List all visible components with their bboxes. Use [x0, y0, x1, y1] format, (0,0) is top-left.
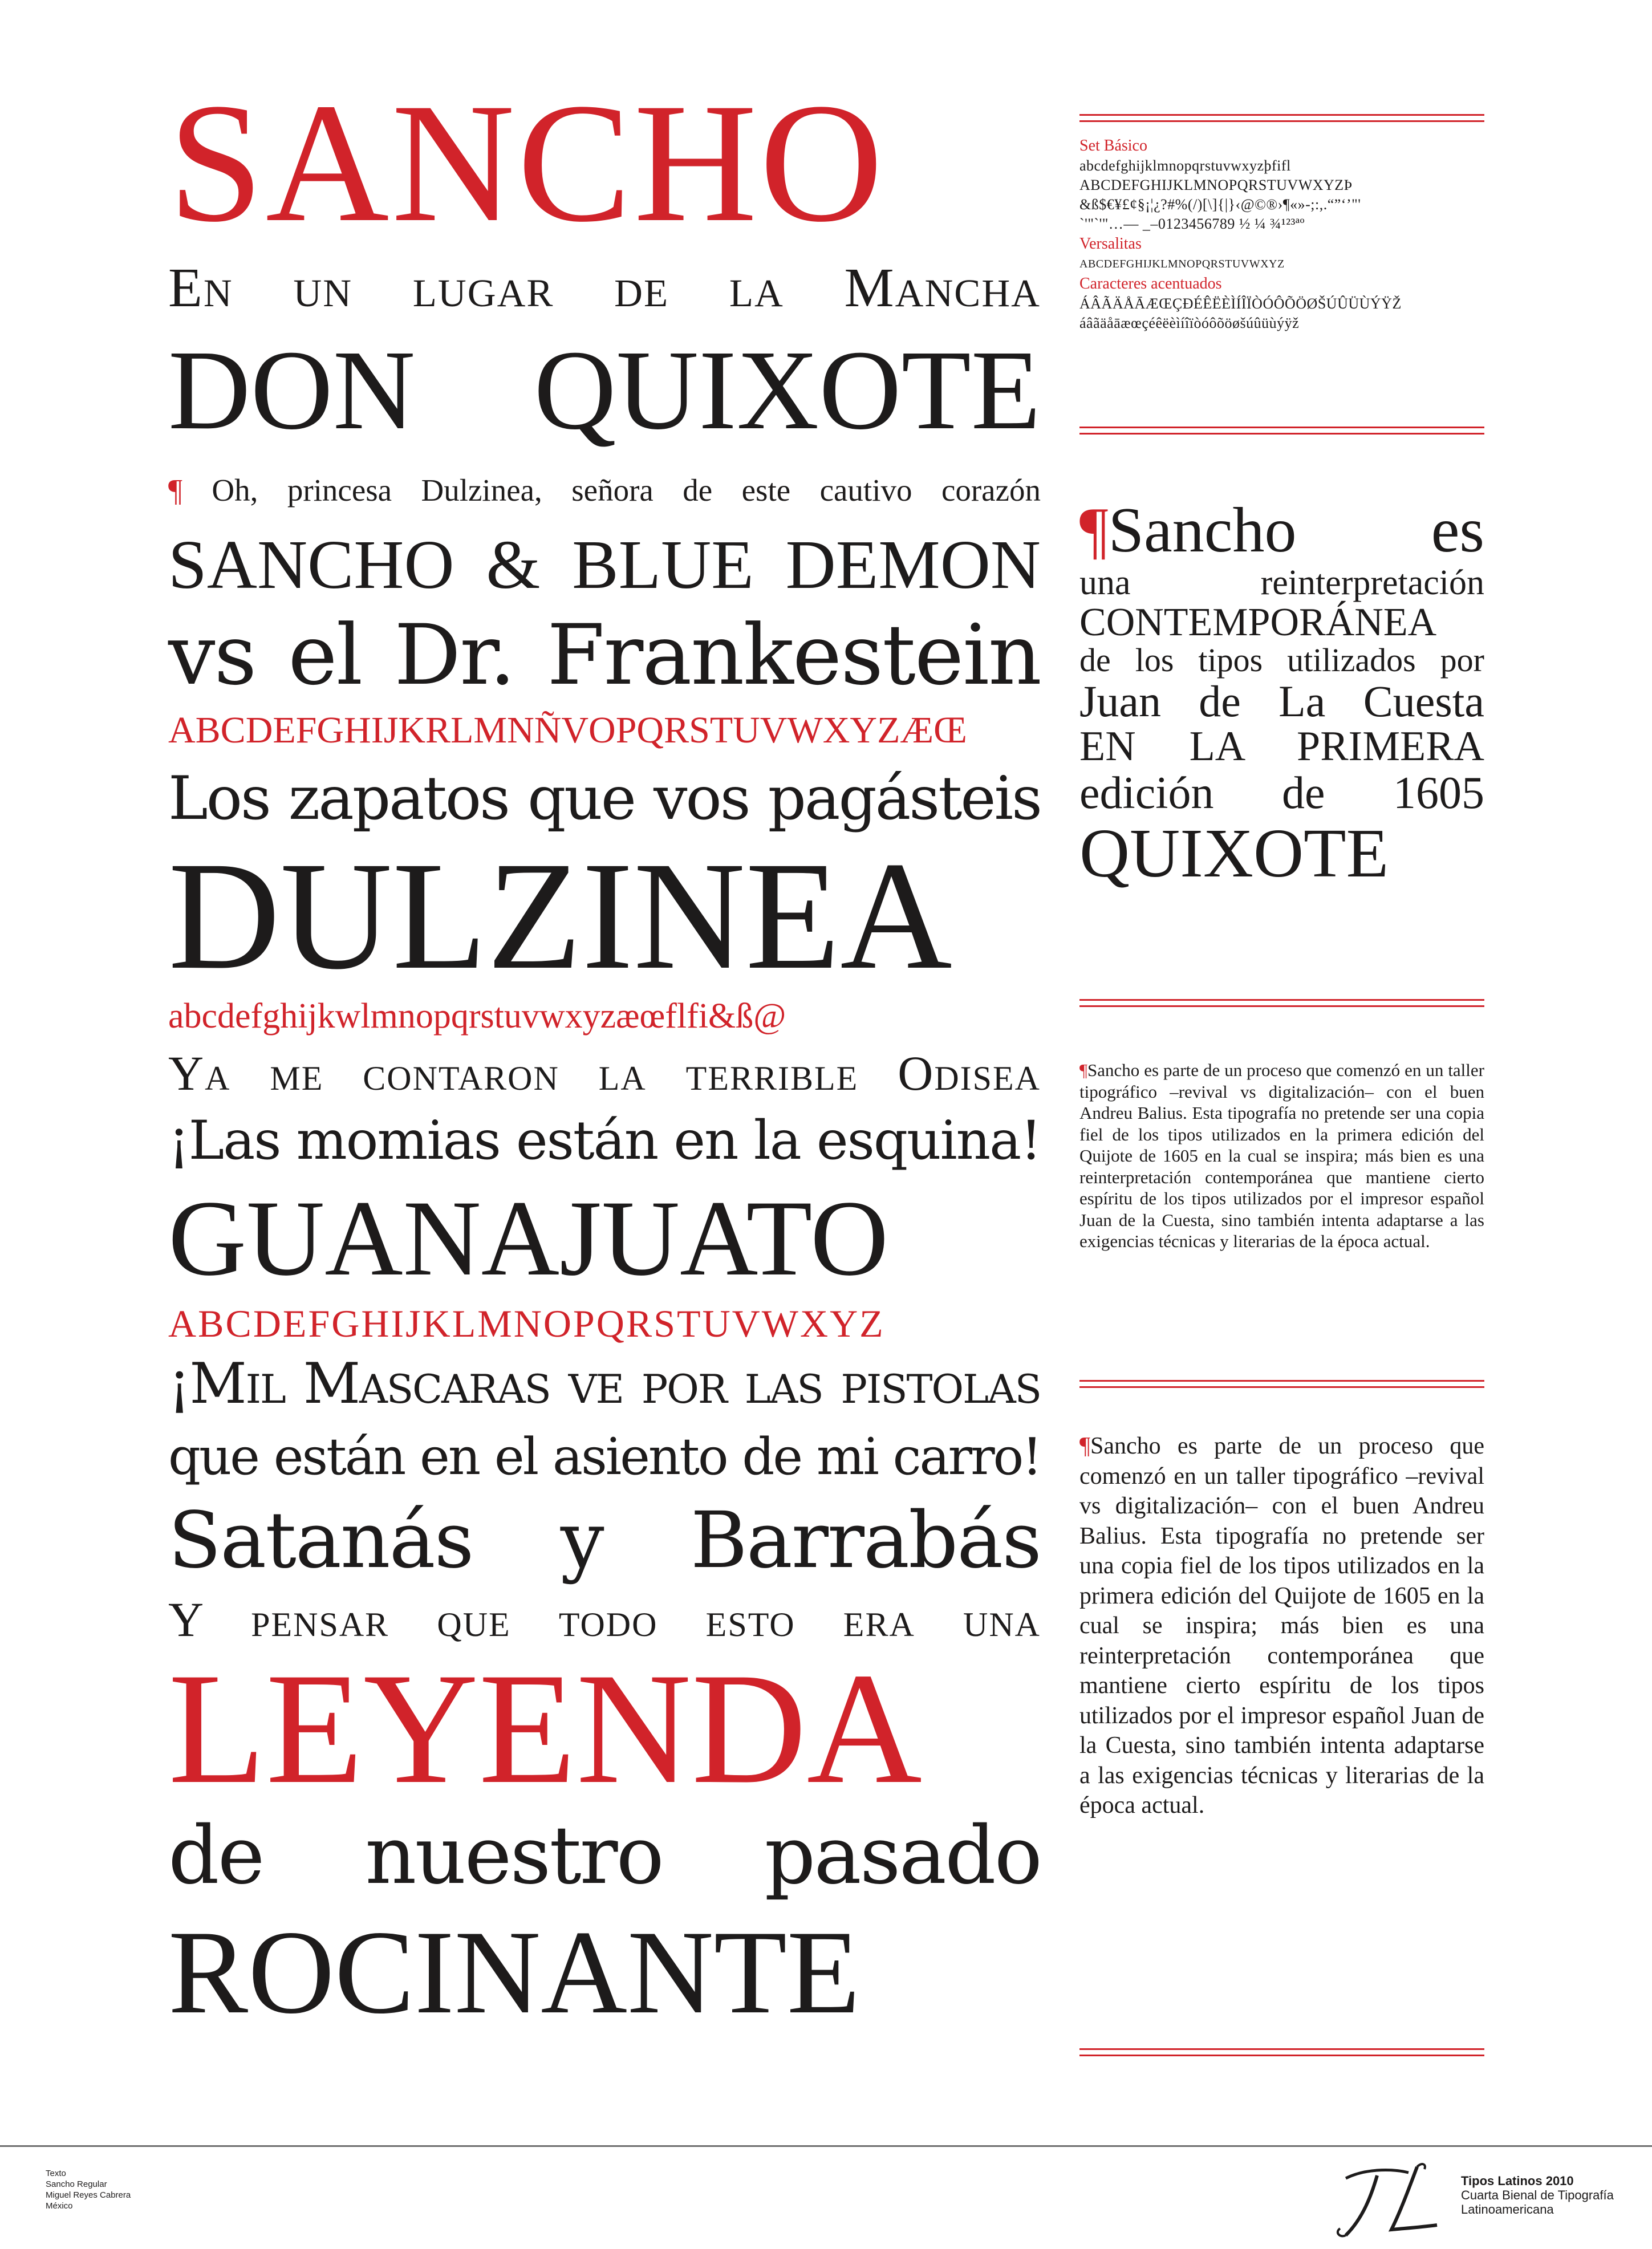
oh-princesa-line: [168, 456, 1041, 525]
double-rule-3: [1079, 999, 1484, 1007]
footer-divider: [0, 2145, 1652, 2147]
paragraph-large-text: Sancho es parte de un proceso que comenzó en un taller tipográfico –revival vs digitalización– con el buen Andreu Balius. Esta tipografía no pretende ser una copia fiel de los tipos utilizados en la primera edición del Quijote de 1605 en la cual se inspira; más bien es una reinterpretación contemporánea que mantiene cierto espíritu de los tipos utilizados por el impresor español Juan de la Cuesta, sino también intenta adaptarse a las exigencias técnicas y literarias de la época actual.: [1079, 1433, 1484, 1818]
accented-label: Caracteres acentuados: [1079, 275, 1222, 293]
pensar-line: Y pensar que todo esto era una: [168, 1592, 1041, 1647]
intro-line-1: [1079, 497, 1484, 565]
paragraph-small: [1079, 1059, 1484, 1252]
double-rule-bottom: [1079, 2048, 1484, 2056]
intro-line-6: EN LA PRIMERA: [1079, 722, 1484, 770]
intro-line-7: edición de 1605: [1079, 768, 1484, 818]
pilcrow-mark: ¶: [1079, 495, 1109, 566]
intro-block: [1079, 497, 1484, 890]
double-rule-top: [1079, 114, 1484, 122]
accented-upper-row: ÁÂÃÄÅĀÆŒÇĐÉÊËÈÌÍÎÏÒÓÔÕÖØŠÚÛÜÙÝŸŽ: [1079, 295, 1402, 312]
odisea-line: Ya me contaron la terrible Odisea: [168, 1046, 1041, 1101]
frankestein-line: vs el Dr. Frankestein: [168, 607, 1041, 704]
asiento-line: que están en el asiento de mi carro!: [168, 1427, 1041, 1486]
smallcaps-label: Versalitas: [1079, 235, 1142, 253]
event-title: Tipos Latinos 2010: [1461, 2174, 1574, 2188]
paragraph-large: [1079, 1431, 1484, 1821]
dulzinea-line: DULZINEA: [168, 830, 952, 1001]
intro-line-5: Juan de La Cuesta: [1079, 676, 1484, 726]
accented-lower-row: áâãäåāæœçéêëèìíîïòóôõöøšúûüùýÿž: [1079, 315, 1300, 331]
momias-line: ¡Las momias están en la esquina!: [168, 1110, 1041, 1172]
leyenda-line: LEYENDA: [168, 1639, 922, 1817]
alphabet-caps-line: ABCDEFGHIJKRLMNÑVOPQRSTUVWXYZÆŒ: [168, 709, 967, 751]
basic-figures-row: `'"`'"…— _–0123456789 ½ ¼ ¾¹²³ªº: [1079, 216, 1305, 232]
zapatos-line: Los zapatos que vos pagásteis: [168, 764, 1041, 833]
double-rule-4: [1079, 1380, 1484, 1388]
don-quixote-line: DON QUIXOTE: [168, 327, 1041, 453]
credit-label: Texto: [46, 2169, 66, 2178]
credit-country: México: [46, 2201, 73, 2211]
basic-lowercase-row: abcdefghijklmnopqrstuvwxyzþfifl: [1079, 157, 1291, 174]
alphabet-lower-line: abcdefghijkwlmnopqrstuvwxyzæœflfi&ß@: [168, 997, 786, 1036]
oh-princesa-text: Oh, princesa Dulzinea, señora de este cautivo corazón: [212, 473, 1041, 508]
intro-line-2: una reinterpretación: [1079, 563, 1484, 602]
satanas-line: Satanás y Barrabás: [168, 1496, 1041, 1586]
alphabet-smallcaps-line: ABCDEFGHIJKLMNOPQRSTUVWXYZ: [168, 1302, 885, 1345]
credit-designer: Miguel Reyes Cabrera: [46, 2190, 131, 2200]
credit-typeface: Sancho Regular: [46, 2179, 107, 2189]
tipos-latinos-logo: [1323, 2155, 1448, 2241]
lugar-line: En un lugar de la Mancha: [168, 257, 1041, 319]
event-info: [1461, 2174, 1614, 2216]
pilcrow-mark: ¶: [168, 473, 182, 508]
mil-mascaras-line: ¡Mil Mascaras ve por las pistolas: [168, 1351, 1041, 1416]
guanajuato-line: GUANAJUATO: [168, 1179, 889, 1298]
intro-line-4: de los tipos utilizados por: [1079, 642, 1484, 679]
intro-line-3: CONTEMPORÁNEA: [1079, 600, 1437, 644]
basic-set-label: Set Básico: [1079, 137, 1147, 155]
rocinante-line: ROCINANTE: [168, 1906, 860, 2039]
basic-uppercase-row: ABCDEFGHIJKLMNOPQRSTUVWXYZÞ: [1079, 177, 1353, 193]
smallcaps-row: ABCDEFGHIJKLMNOPQRSTUVWXYZ: [1079, 258, 1285, 270]
event-subtitle: Cuarta Bienal de Tipografía: [1461, 2188, 1614, 2202]
double-rule-2: [1079, 427, 1484, 435]
sancho-heading: SANCHO: [168, 68, 886, 257]
intro-line-8: QUIXOTE: [1079, 814, 1389, 892]
pasado-line: de nuestro pasado: [168, 1809, 1041, 1902]
paragraph-small-text: Sancho es parte de un proceso que comenzó en un taller tipográfico –revival vs digitalización– con el buen Andreu Balius. Esta tipografía no pretende ser una copia fiel de los tipos utilizados en la primera edición del Quijote de 1605 en la cual se inspira; más bien es una reinterpretación contemporánea que mantiene cierto espíritu de los tipos utilizados por el impresor español Juan de la Cuesta, sino también intenta adaptarse a las exigencias técnicas y literarias de la época actual.: [1079, 1060, 1484, 1251]
event-subtitle-2: Latinoamericana: [1461, 2202, 1554, 2216]
specimen-column: [168, 68, 1041, 2040]
basic-symbols-row: &ß$€¥£¢§¡¦¿?#%(/)[\]{|}‹@©®›¶«»-;:,.“”‘’"': [1079, 196, 1361, 213]
intro-line-1-text: Sancho es: [1108, 495, 1484, 566]
pilcrow-mark: ¶: [1079, 1060, 1088, 1080]
character-set-block: [1079, 136, 1484, 333]
blue-demon-line: SANCHO & BLUE DEMON: [168, 526, 1041, 603]
pilcrow-mark: ¶: [1079, 1433, 1091, 1459]
footer-credits: [46, 2168, 131, 2211]
